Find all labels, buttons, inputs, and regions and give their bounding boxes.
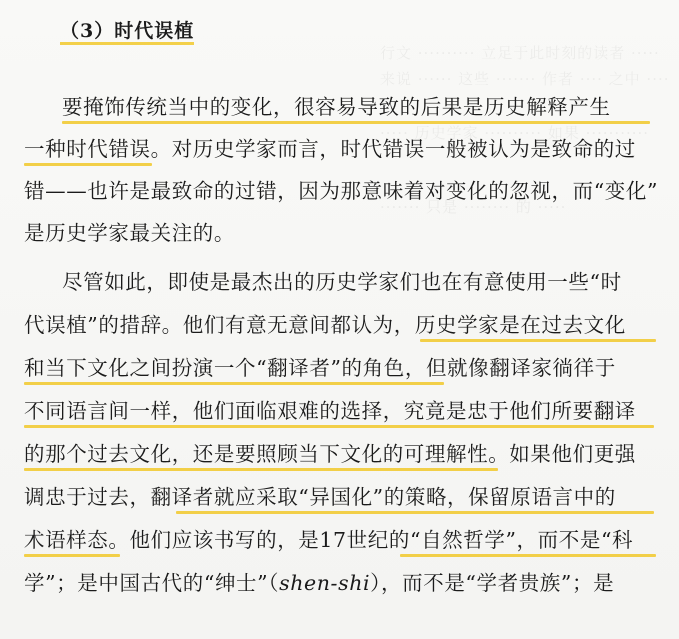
paragraph-2-line-7: 术语样态。他们应该书写的，是17世纪的“自然哲学”，而不是“科: [24, 528, 634, 552]
highlight-underline: [24, 554, 120, 557]
paragraph-2-line-4: 不同语言间一样，他们面临艰难的选择，究竟是忠于他们所要翻译: [24, 399, 636, 423]
paragraph-2-line-2: 代误植”的措辞。他们有意无意间都认为，历史学家是在过去文化: [24, 313, 626, 337]
paragraph-2-line-1: 尽管如此，即使是最杰出的历史学家们也在有意使用一些“时: [62, 270, 622, 294]
highlight-underline: [24, 468, 498, 471]
section-heading: [60, 16, 194, 43]
paragraph-2-line-6: 调忠于过去，翻译者就应采取“异国化”的策略，保留原语言中的: [24, 485, 616, 509]
paragraph-2-line-3: 和当下文化之间扮演一个“翻译者”的角色，但就像翻译家徜徉于: [24, 356, 616, 380]
highlight-underline: [24, 163, 152, 166]
bleed-through-text: ····· 历史学家 ·········· 如果 ···········: [380, 124, 650, 142]
bleed-through-text: ······· 只是 ········ 的 ·····: [380, 198, 567, 216]
romanization-italic: shen-shi: [279, 571, 371, 595]
paragraph-1-line-4: 是历史学家最关注的。: [24, 221, 235, 245]
bleed-through-text: 来说 ······ 这些 ······· 作者 ···· 之中 ····: [380, 70, 670, 88]
paragraph-2-line-8: [24, 563, 664, 603]
highlight-underline: [62, 121, 650, 124]
paragraph-1-line-3: 错——也许是最致命的过错，因为那意味着对变化的忽视，而“变化”: [24, 179, 659, 203]
highlight-underline: [24, 425, 654, 428]
section-heading-text: （3）时代误植: [60, 20, 194, 45]
highlight-underline: [24, 382, 444, 385]
highlight-underline: [420, 339, 656, 342]
paragraph-1-line-1: 要掩饰传统当中的变化，很容易导致的后果是历史解释产生: [62, 95, 611, 119]
highlight-underline: [176, 511, 654, 514]
line-8-start: 学”；是中国古代的“绅士”（: [24, 571, 280, 595]
paragraph-1-line-2: 一种时代错误。对历史学家而言，时代错误一般被认为是致命的过: [24, 137, 636, 161]
highlight-underline: [400, 554, 656, 557]
paragraph-2-line-5: 的那个过去文化，还是要照顾当下文化的可理解性。如果他们更强: [24, 442, 636, 466]
bleed-through-text: 行文 ·········· 立足于此时刻的读者 ·····: [380, 44, 660, 62]
line-8-end: ），而不是“学者贵族”；是: [370, 571, 615, 595]
